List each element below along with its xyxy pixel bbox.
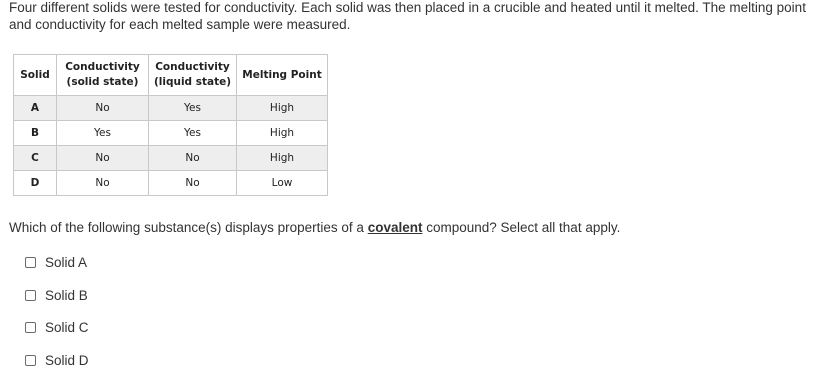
header-conductivity-liquid-line1: Conductivity — [155, 61, 230, 73]
option-label: Solid D — [45, 352, 89, 368]
header-conductivity-liquid-line2: (liquid state) — [153, 76, 232, 88]
option-solid-c[interactable] — [25, 319, 89, 335]
table-header-row — [14, 55, 328, 96]
option-label: Solid C — [45, 319, 89, 335]
table-row — [14, 121, 328, 146]
conductivity-table — [13, 54, 328, 196]
cell-solid: B — [14, 121, 57, 146]
cell-solid: A — [14, 96, 57, 121]
cell-conductivity-liquid: Yes — [149, 96, 237, 121]
header-melting-point: Melting Point — [237, 55, 328, 96]
cell-conductivity-liquid: No — [149, 171, 237, 196]
cell-conductivity-solid: No — [57, 171, 149, 196]
table-row — [14, 146, 328, 171]
cell-conductivity-liquid: Yes — [149, 121, 237, 146]
question-keyword: covalent — [367, 220, 423, 235]
option-label: Solid B — [45, 287, 88, 303]
question-text-before: Which of the following substance(s) displays properties of a — [9, 220, 368, 235]
cell-melting-point: High — [237, 121, 328, 146]
header-conductivity-solid-line2: (solid state) — [66, 76, 139, 88]
option-solid-b[interactable] — [25, 287, 88, 303]
cell-melting-point: High — [237, 146, 328, 171]
question-text-after: compound? Select all that apply. — [422, 220, 621, 235]
option-solid-d[interactable] — [25, 352, 89, 368]
cell-conductivity-solid: Yes — [57, 121, 149, 146]
cell-solid: D — [14, 171, 57, 196]
cell-conductivity-solid: No — [57, 146, 149, 171]
intro-text: Four different solids were tested for conductivity. Each solid was then placed in a crucible and heated until it melted. The melting point and conductivity for each melted sample were measured. — [9, 0, 806, 32]
checkbox[interactable] — [25, 322, 36, 333]
header-conductivity-liquid — [149, 55, 237, 96]
cell-melting-point: Low — [237, 171, 328, 196]
option-solid-a[interactable] — [25, 254, 87, 270]
table-row — [14, 96, 328, 121]
cell-solid: C — [14, 146, 57, 171]
checkbox[interactable] — [25, 290, 36, 301]
option-label: Solid A — [45, 254, 88, 270]
cell-melting-point: High — [237, 96, 328, 121]
header-conductivity-solid — [57, 55, 149, 96]
question-text — [9, 219, 620, 236]
cell-conductivity-solid: No — [57, 96, 149, 121]
checkbox[interactable] — [25, 355, 36, 366]
cell-conductivity-liquid: No — [149, 146, 237, 171]
checkbox[interactable] — [25, 257, 36, 268]
table-row — [14, 171, 328, 196]
header-solid: Solid — [14, 55, 57, 96]
header-conductivity-solid-line1: Conductivity — [65, 61, 140, 73]
